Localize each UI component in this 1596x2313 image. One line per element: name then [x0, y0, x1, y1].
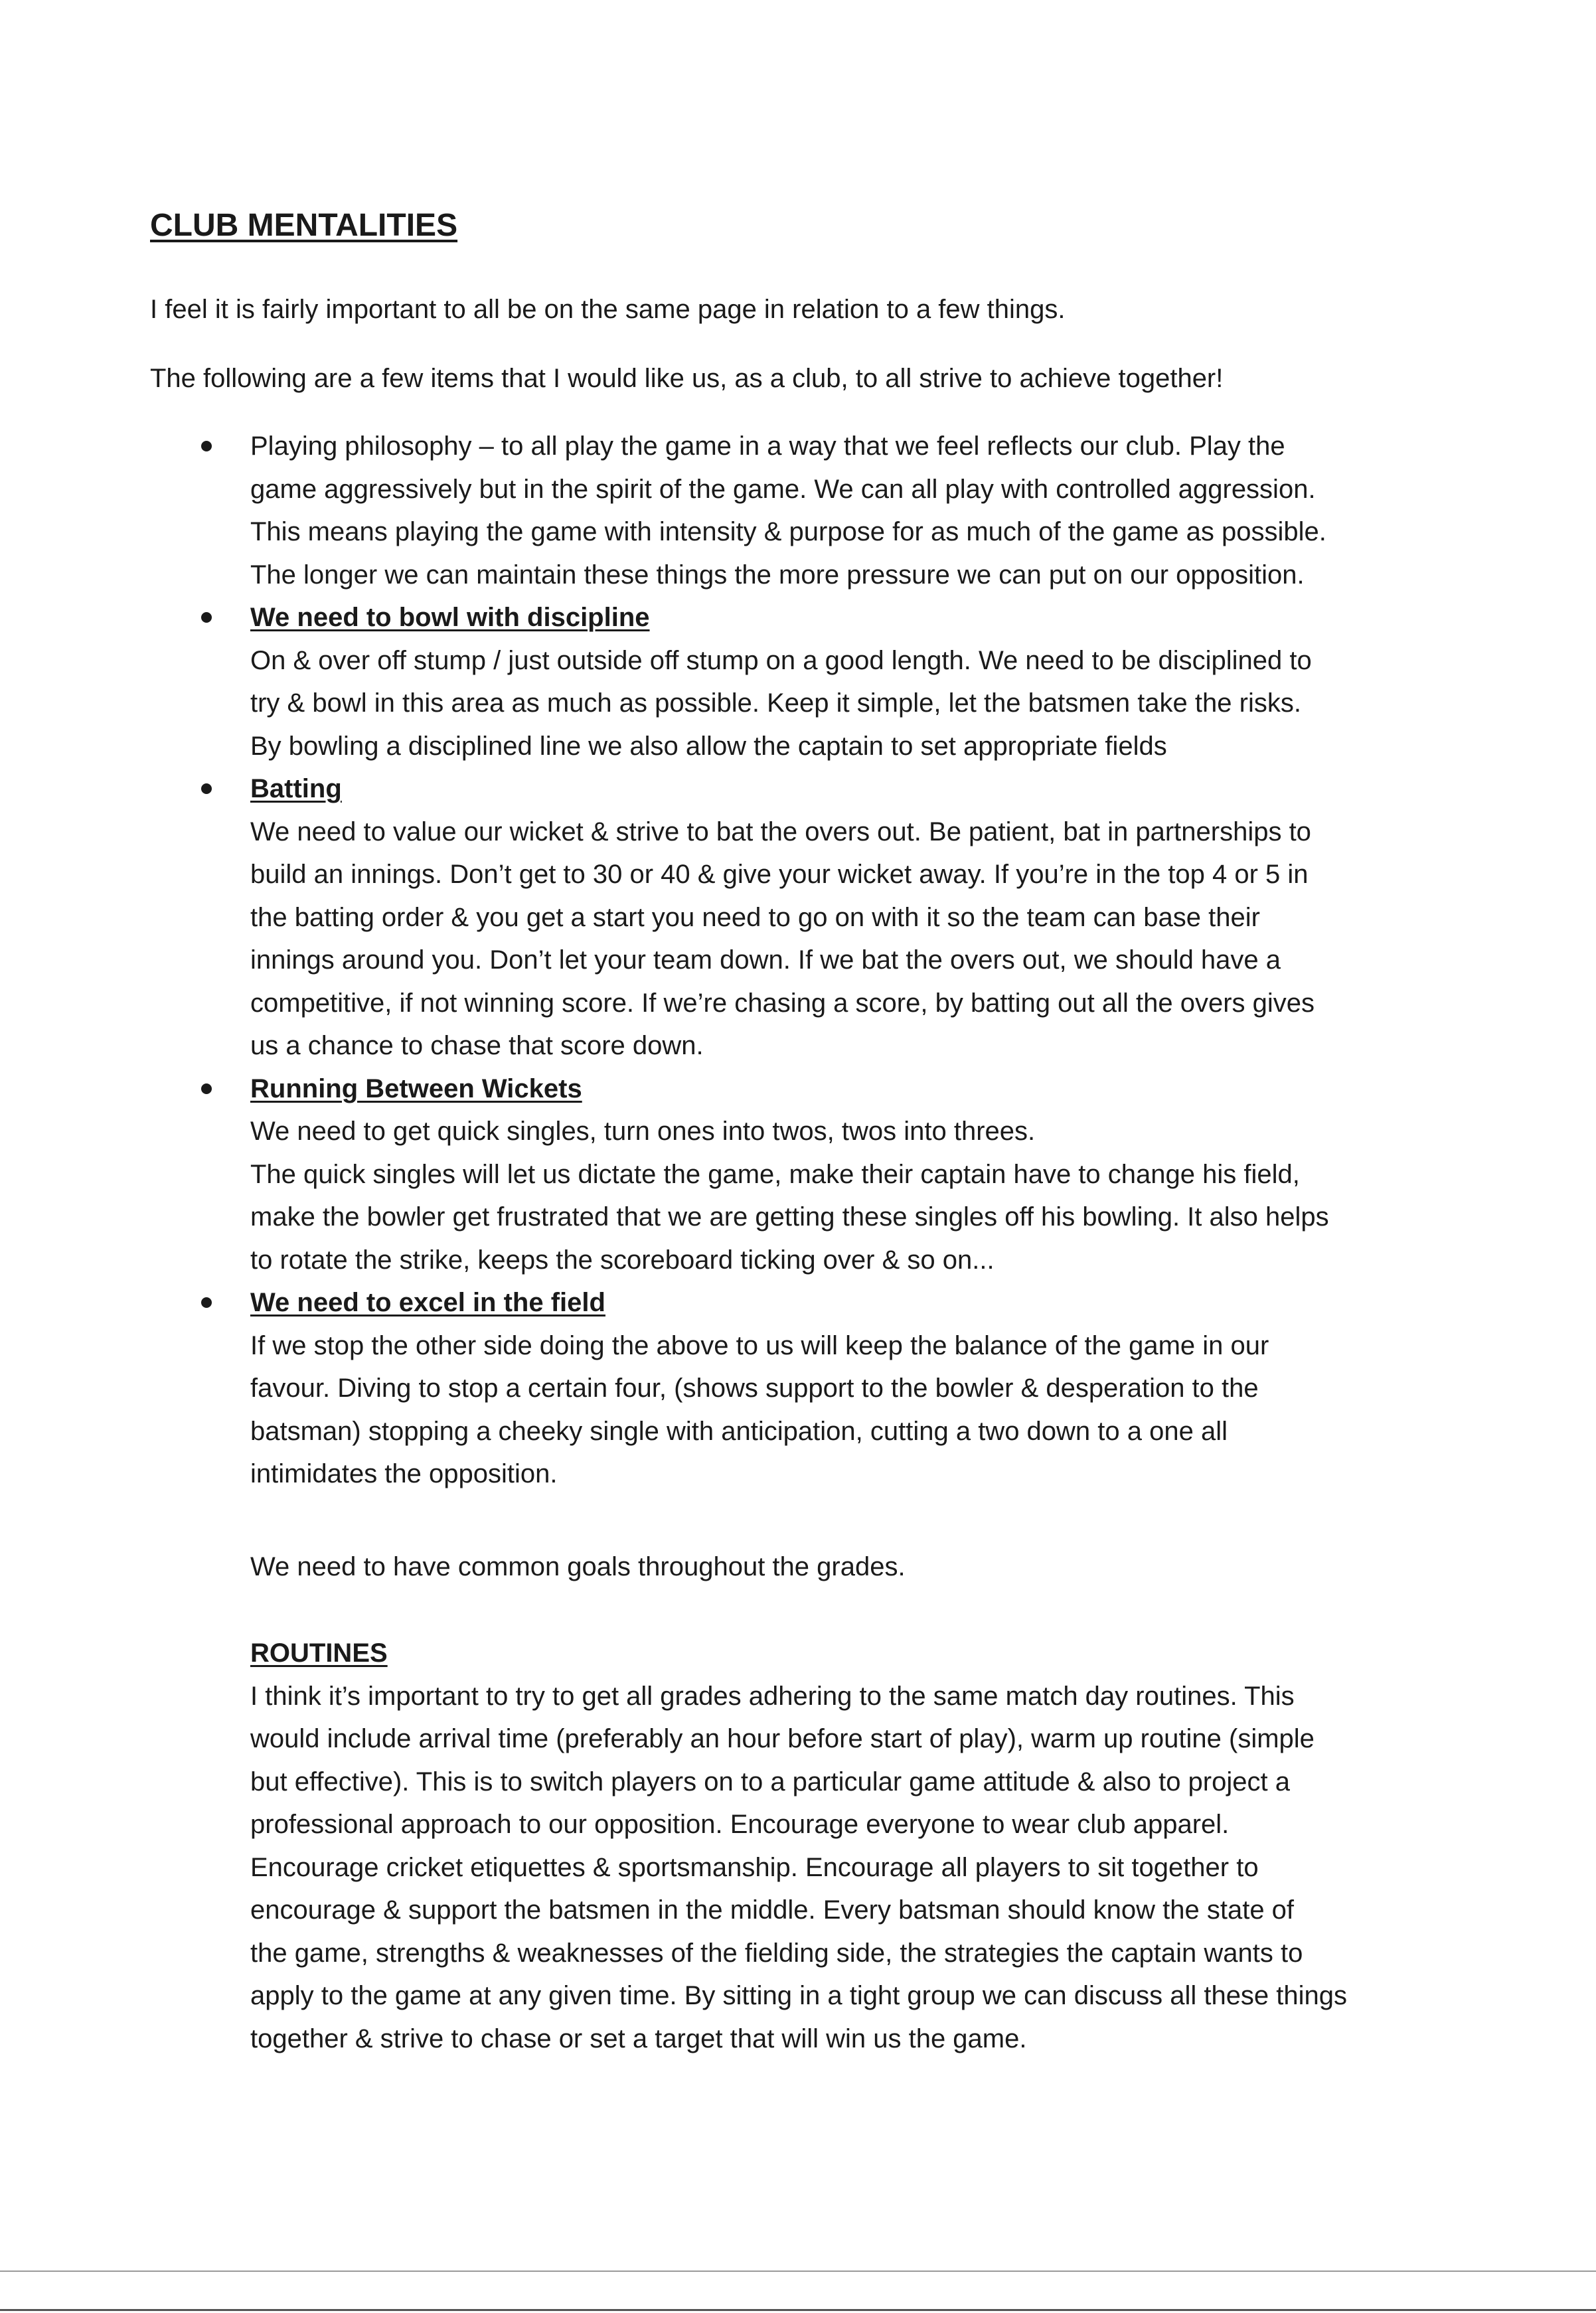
routines-line: would include arrival time (preferably an hour before start of play), warm up routine (simple — [250, 1724, 1315, 1753]
intro-paragraph-2: The following are a few items that I would like us, as a club, to all strive to achieve together! — [150, 364, 1224, 393]
bullet-line: to rotate the strike, keeps the scoreboard ticking over & so on... — [250, 1245, 995, 1275]
bullet-line: the batting order & you get a start you need to go on with it so the team can base their — [250, 902, 1260, 932]
bullet-line: We need to get quick singles, turn ones into twos, twos into threes. — [250, 1117, 1036, 1146]
bullet-icon — [201, 1083, 212, 1094]
bullet-bowl-discipline — [0, 596, 1596, 767]
bullet-line: intimidates the opposition. — [250, 1459, 558, 1488]
bullet-line: try & bowl in this area as much as possible. Keep it simple, let the batsmen take the risks. — [250, 688, 1301, 718]
bullet-line: favour. Diving to stop a certain four, (shows support to the bowler & desperation to the — [250, 1374, 1259, 1403]
routines-heading: ROUTINES — [250, 1638, 388, 1668]
routines-line: but effective). This is to switch players on to a particular game attitude & also to project a — [250, 1767, 1290, 1796]
bullet-line: Playing philosophy – to all play the game in a way that we feel reflects our club. Play the — [250, 432, 1285, 461]
bullet-line: competitive, if not winning score. If we’re chasing a score, by batting out all the overs gives — [250, 988, 1315, 1018]
routines-line: encourage & support the batsmen in the middle. Every batsman should know the state of — [250, 1895, 1295, 1925]
bullet-line: The quick singles will let us dictate the game, make their captain have to change his field, — [250, 1159, 1300, 1189]
bullet-line: make the bowler get frustrated that we are getting these singles off his bowling. It also helps — [250, 1202, 1329, 1232]
bullet-icon — [201, 612, 212, 623]
routines-line: Encourage cricket etiquettes & sportsmanship. Encourage all players to sit together to — [250, 1852, 1259, 1882]
bullet-excel-in-field — [0, 1281, 1596, 1496]
bullet-line: On & over off stump / just outside off stump on a good length. We need to be disciplined to — [250, 645, 1312, 675]
bullet-list — [0, 425, 1596, 1496]
bullet-heading: We need to bowl with discipline — [250, 603, 650, 632]
bullet-icon — [201, 1297, 212, 1308]
common-goals-text: We need to have common goals throughout the grades. — [250, 1552, 906, 1581]
bullet-line: We need to value our wicket & strive to bat the overs out. Be patient, bat in partnerships to — [250, 817, 1311, 846]
intro-paragraph-1: I feel it is fairly important to all be on the same page in relation to a few things. — [150, 295, 1066, 324]
bullet-line: batsman) stopping a cheeky single with anticipation, cutting a two down to a one all — [250, 1416, 1228, 1446]
routines-line: I think it’s important to try to get all grades adhering to the same match day routines. This — [250, 1681, 1295, 1711]
bullet-line: The longer we can maintain these things the more pressure we can put on our opposition. — [250, 560, 1305, 590]
bullet-line: By bowling a disciplined line we also allow the captain to set appropriate fields — [250, 731, 1167, 761]
routines-line: apply to the game at any given time. By sitting in a tight group we can discuss all these things — [250, 1981, 1348, 2010]
bullet-heading: Batting — [250, 774, 342, 803]
bullet-icon — [201, 783, 212, 794]
bullet-heading: We need to excel in the field — [250, 1288, 605, 1317]
bullet-batting — [0, 767, 1596, 1068]
bullet-playing-philosophy — [0, 425, 1596, 596]
bullet-running-between-wickets — [0, 1068, 1596, 1282]
bullet-heading: Running Between Wickets — [250, 1074, 582, 1103]
bullet-icon — [201, 441, 212, 451]
bullet-line: innings around you. Don’t let your team down. If we bat the overs out, we should have a — [250, 945, 1281, 975]
scan-edge-line — [0, 2309, 1596, 2311]
bullet-line: game aggressively but in the spirit of the game. We can all play with controlled aggression. — [250, 474, 1316, 504]
routines-line: the game, strengths & weaknesses of the fielding side, the strategies the captain wants to — [250, 1938, 1303, 1968]
bullet-line: This means playing the game with intensity & purpose for as much of the game as possible. — [250, 517, 1326, 546]
bullet-line: us a chance to chase that score down. — [250, 1031, 704, 1060]
document-title: CLUB MENTALITIES — [150, 208, 458, 243]
common-goals-paragraph — [250, 1546, 906, 1589]
bullet-line: build an innings. Don’t get to 30 or 40 & give your wicket away. If you’re in the top 4 or 5 in — [250, 860, 1309, 889]
routines-line: professional approach to our opposition. Encourage everyone to wear club apparel. — [250, 1810, 1230, 1839]
scan-edge-line — [0, 2271, 1596, 2272]
routines-line: together & strive to chase or set a target that will win us the game. — [250, 2024, 1027, 2053]
routines-section — [250, 1632, 1347, 2060]
bullet-line: If we stop the other side doing the above to us will keep the balance of the game in our — [250, 1330, 1269, 1360]
